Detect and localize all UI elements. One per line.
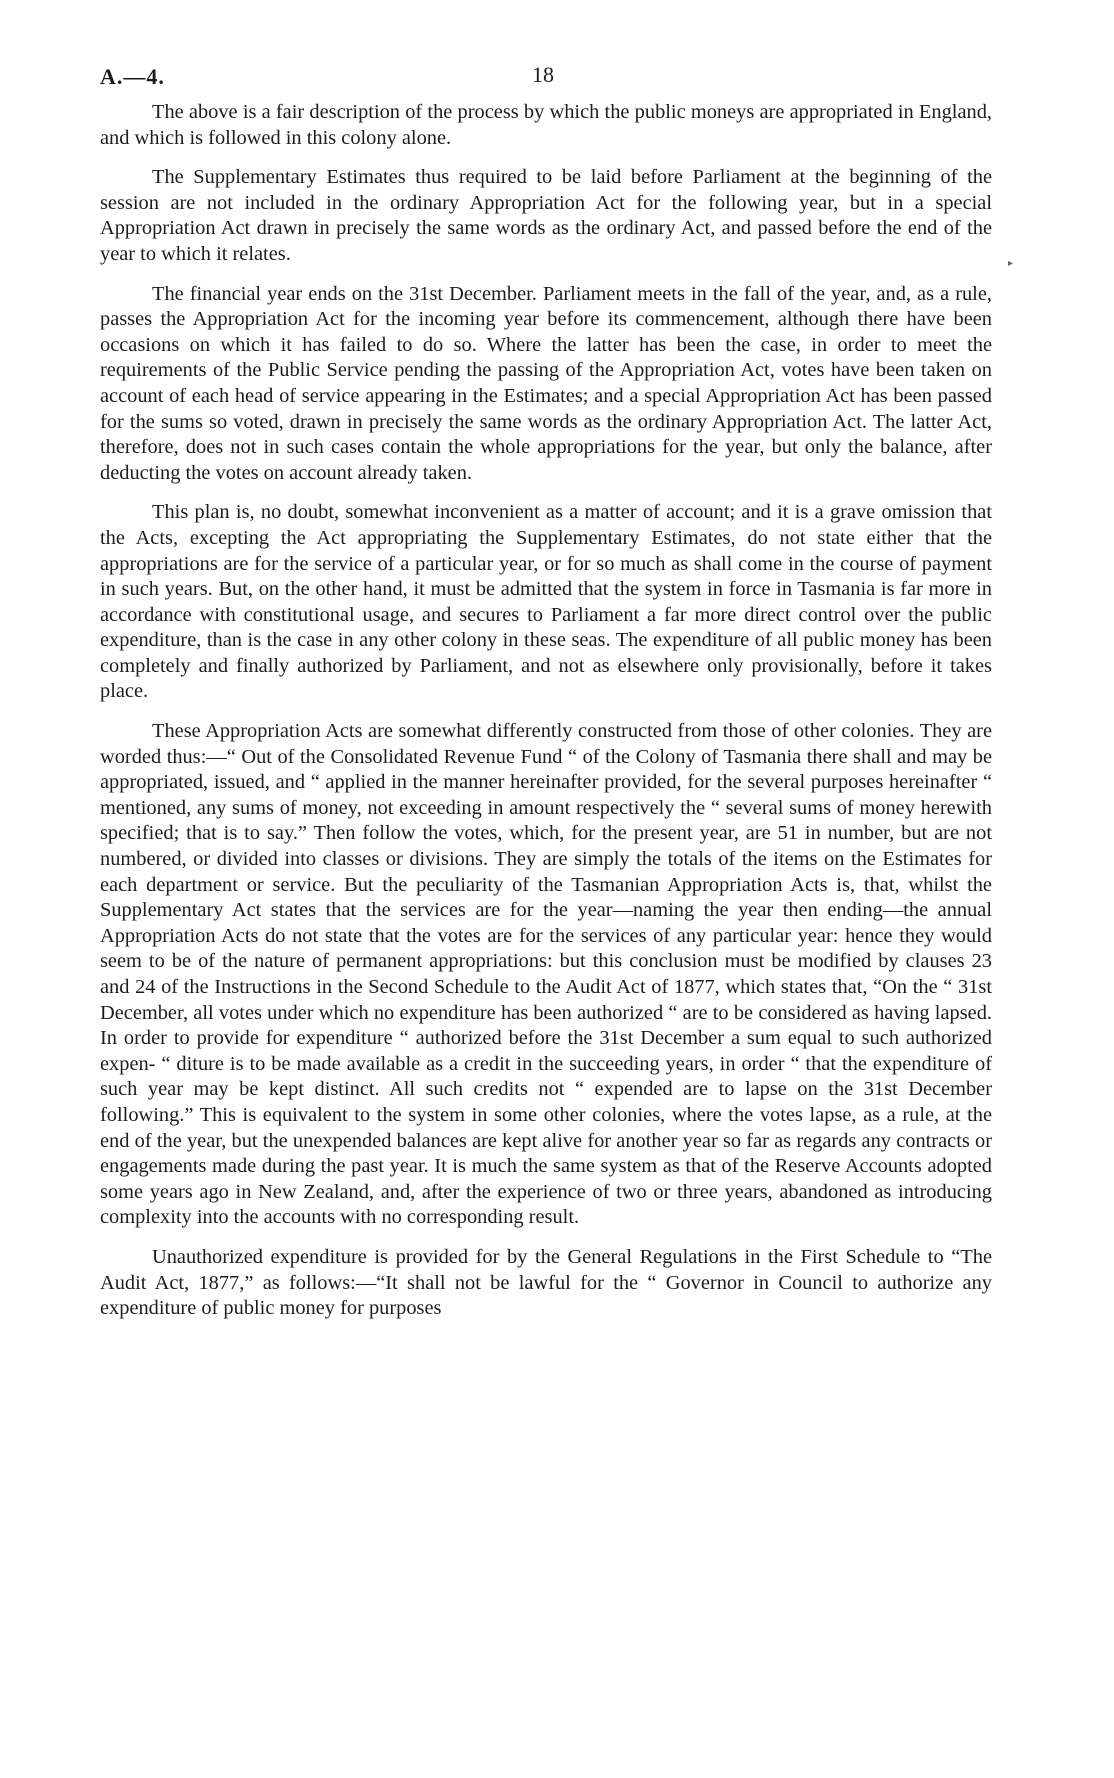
- paragraph-3: The financial year ends on the 31st December. Parliament meets in the fall of the year, and, as a rule, passes the Appropriation Act for the incoming year before its commencement, although there have been occasions on which it has failed to do so. Where the latter has been the case, in order to meet the requirements of the Public Service pending the passing of the Appropriation Act, votes have been taken on account of each head of service appearing in the Estimates; and a special Appropriation Act has been passed for the sums so voted, drawn in precisely the same words as the ordinary Appropriation Act. The latter Act, therefore, does not in such cases contain the whole appropriations for the year, but only the balance, after deducting the votes on account already taken.: [100, 282, 992, 484]
- document-page: [100, 60, 992, 1336]
- paragraph-2: The Supplementary Estimates thus required to be laid before Parliament at the beginning of the session are not included in the ordinary Appropriation Act for the following year, but in a special Appropriation Act drawn in precisely the same words as the ordinary Act, and passed before the end of the year to which it relates.: [100, 166, 992, 265]
- paragraph-1: The above is a fair description of the process by which the public moneys are appropriated in England, and which is followed in this colony alone.: [100, 101, 992, 149]
- page-number: 18: [532, 62, 554, 87]
- paragraph-6: Unauthorized expenditure is provided for by the General Regulations in the First Schedule to “The Audit Act, 1877,” as follows:—“It shall not be lawful for the “ Governor in Council to authorize any expenditure of public money for purposes: [100, 1245, 992, 1320]
- page-header: [100, 60, 992, 100]
- document-reference: A.—4.: [100, 64, 165, 89]
- paragraph-5: These Appropriation Acts are somewhat differently constructed from those of other colonies. They are worded thus:—“ Out of the Consolidated Revenue Fund “ of the Colony of Tasmania there shall and may be appropriated, issued, and “ applied in the manner hereinafter provided, for the several purposes hereinafter “ mentioned, any sums of money, not exceeding in amount respectively the “ several sums of money herewith specified; that is to say.” Then follow the votes, which, for the present year, are 51 in number, but are not numbered, or divided into classes or divisions. They are simply the totals of the items on the Estimates for each department or service. But the peculiarity of the Tasmanian Appropriation Acts is, that, whilst the Supplementary Act states that the services are for the year—naming the year then ending—the annual Appropriation Acts do not state that the votes are for the services of any particular year: hence they would seem to be of the nature of permanent appropriations: but this conclusion must be modified by clauses 23 and 24 of the Instructions in the Second Schedule to the Audit Act of 1877, which states that, “On the “ 31st December, all votes under which no expenditure has been authorized “ are to be considered as having lapsed. In order to provide for expenditure “ authorized before the 31st December a sum equal to such authorized expen- “ diture is to be made available as a credit in the succeeding years, in order “ that the expenditure of such year may be kept distinct. All such credits not “ expended are to lapse on the 31st December following.” This is equivalent to the system in some other colonies, where the votes lapse, as a rule, at the end of the year, but the unexpended balances are kept alive for another year so far as regards any contracts or engagements made during the past year. It is much the same system as that of the Reserve Accounts adopted some years ago in New Zealand, and, after the experience of two or three years, abandoned as introducing complexity into the accounts with no corresponding result.: [100, 720, 992, 1229]
- paragraph-4: This plan is, no doubt, somewhat inconvenient as a matter of account; and it is a grave omission that the Acts, excepting the Act appropriating the Supplementary Estimates, do not state either that the appropriations are for the service of a particular year, or for so much as shall come in the course of payment in such years. But, on the other hand, it must be admitted that the system in force in Tasmania is far more in accordance with constitutional usage, and secures to Parliament a far more direct control over the public expenditure, than is the case in any other colony in these seas. The expenditure of all public money has been completely and finally authorized by Parliament, and not as elsewhere only provisionally, before it takes place.: [100, 501, 992, 703]
- margin-mark: ▸: [1008, 258, 1014, 269]
